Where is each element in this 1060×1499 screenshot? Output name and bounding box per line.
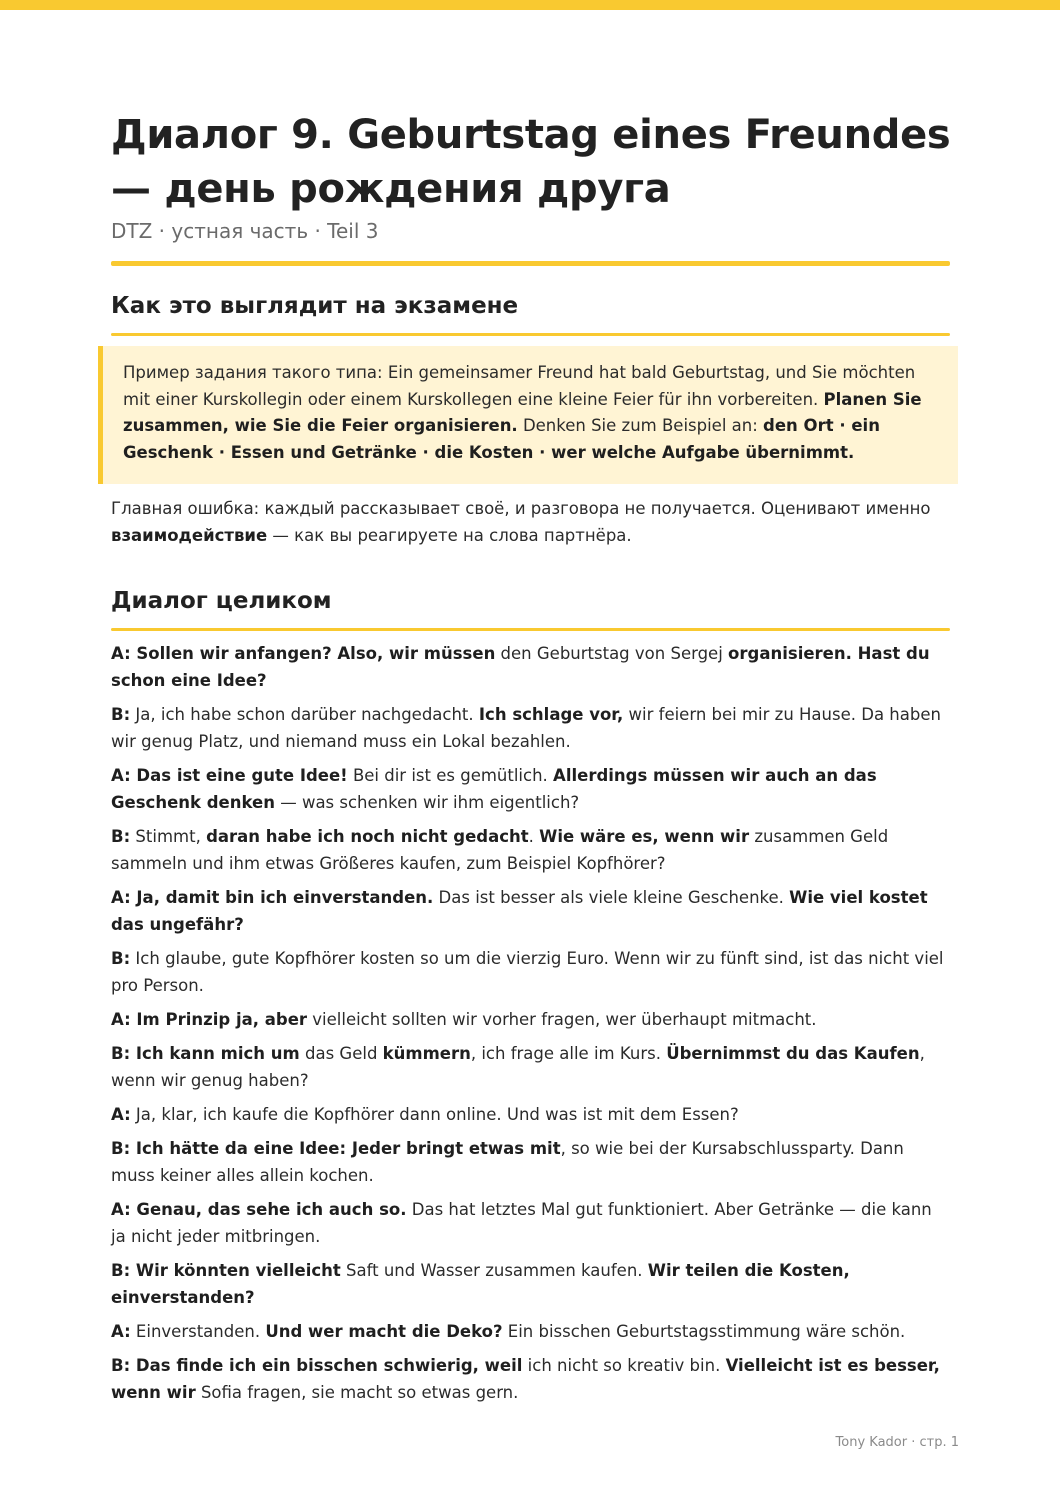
section-divider-exam (111, 333, 950, 336)
bold-phrase: B: Ich kann mich um (111, 1044, 300, 1063)
bold-phrase: A: (111, 1105, 131, 1124)
bold-phrase: den Ort · ein Geschenk · Essen und Getränke · die Kosten · wer welche Aufgabe übernimmt. (123, 416, 880, 462)
bold-phrase: Übernimmst du das Kaufen (666, 1044, 920, 1063)
text-run: , wenn wir genug haben? (111, 1044, 925, 1090)
bold-phrase: B: (111, 705, 131, 724)
task-callout-text (123, 360, 940, 466)
dialog-line (111, 1196, 951, 1250)
bold-phrase: B: Das finde ich ein bisschen schwierig, weil (111, 1356, 523, 1375)
exam-note (111, 495, 951, 549)
bold-phrase: Planen Sie zusammen, wie Sie die Feier organisieren. (123, 389, 922, 435)
dialog-line (111, 945, 951, 999)
page-subtitle: DTZ · устная часть · Teil 3 (111, 219, 379, 243)
text-run: Das hat letztes Mal gut funktioniert. Aber Getränke — die kann ja nicht jeder mitbringen. (111, 1200, 932, 1246)
text-run: Bei dir ist es gemütlich. (347, 766, 554, 785)
bold-phrase: Wir teilen die Kosten, einverstanden? (111, 1261, 850, 1307)
bold-phrase: B: Ich hätte da eine Idee: Jeder bringt etwas mit (111, 1139, 561, 1158)
dialog-line (111, 1040, 951, 1094)
bold-phrase: A: Genau, das sehe ich auch so. (111, 1200, 407, 1219)
text-run: Ja, ich habe schon darüber nachgedacht. (130, 705, 479, 724)
text-run: Главная ошибка: каждый рассказывает своё, и разговора не получается. Оценивают именно (111, 499, 931, 518)
text-run: Sofia fragen, sie macht so etwas gern. (195, 1383, 519, 1402)
bold-phrase: A: Im Prinzip ja, aber (111, 1010, 308, 1029)
dialog-line (111, 823, 951, 877)
dialog-list (111, 640, 951, 1413)
text-run: Ja, klar, ich kaufe die Kopfhörer dann online. Und was ist mit dem Essen? (130, 1105, 739, 1124)
bold-phrase: A: Das ist eine gute Idee! (111, 766, 348, 785)
text-run: — was schenken wir ihm eigentlich? (274, 793, 580, 812)
bold-phrase: Allerdings müssen wir auch an das Geschenk denken (111, 766, 877, 812)
bold-phrase: B: Wir könnten vielleicht (111, 1261, 341, 1280)
text-run: das Geld (299, 1044, 383, 1063)
page-title: Диалог 9. Geburtstag eines Freundes — день рождения друга (111, 112, 951, 212)
dialog-line (111, 762, 951, 816)
text-run: Denken Sie zum Beispiel an: (517, 416, 764, 435)
bold-phrase: Und wer macht die Deko? (265, 1322, 503, 1341)
bold-phrase: Ich schlage vor, (478, 705, 624, 724)
text-run: Stimmt, (130, 827, 207, 846)
bold-phrase: B: (111, 827, 131, 846)
dialog-line (111, 701, 951, 755)
top-accent-bar (0, 0, 1060, 10)
text-run: Ich glaube, gute Kopfhörer kosten so um die vierzig Euro. Wenn wir zu fünft sind, ist das nicht viel pro Person. (111, 949, 944, 995)
text-run: — как вы реагируете на слова партнёра. (267, 526, 632, 545)
dialog-line (111, 1352, 951, 1406)
text-run: . (528, 827, 540, 846)
bold-phrase: daran habe ich noch nicht gedacht (206, 827, 529, 846)
bold-phrase: B: (111, 949, 131, 968)
dialog-line (111, 1257, 951, 1311)
text-run: Ein bisschen Geburtstagsstimmung wäre schön. (502, 1322, 906, 1341)
bold-phrase: organisieren. Hast du schon eine Idee? (111, 644, 930, 690)
dialog-line (111, 1101, 951, 1128)
text-run: ich nicht so kreativ bin. (522, 1356, 726, 1375)
bold-phrase: Wie viel kostet das ungefähr? (111, 888, 928, 934)
bold-phrase: взаимодействие (111, 526, 268, 545)
text-run: den Geburtstag von Sergej (495, 644, 729, 663)
section-divider-dialog (111, 628, 950, 631)
bold-phrase: A: (111, 1322, 131, 1341)
dialog-line (111, 884, 951, 938)
text-run: , ich frage alle im Kurs. (470, 1044, 667, 1063)
dialog-line (111, 1135, 951, 1189)
bold-phrase: A: Ja, damit bin ich einverstanden. (111, 888, 434, 907)
bold-phrase: A: Sollen wir anfangen? Also, wir müssen (111, 644, 496, 663)
text-run: , so wie bei der Kursabschlussparty. Dann muss keiner alles allein kochen. (111, 1139, 904, 1185)
section-heading-dialog: Диалог целиком (111, 588, 332, 614)
text-run: Saft und Wasser zusammen kaufen. (340, 1261, 648, 1280)
text-run: Пример задания такого типа: Ein gemeinsamer Freund hat bald Geburtstag, und Sie möchten mit einer Kurskollegin oder einem Kurskollegen eine kleine Feier für ihn vorbereiten. (123, 363, 916, 409)
bold-phrase: kümmern (382, 1044, 471, 1063)
dialog-line (111, 640, 951, 694)
dialog-line (111, 1006, 951, 1033)
bold-phrase: Vielleicht ist es besser, wenn wir (111, 1356, 940, 1402)
text-run: wir feiern bei mir zu Hause. Da haben wir genug Platz, und niemand muss ein Lokal bezahlen. (111, 705, 941, 751)
title-divider (111, 261, 950, 266)
text-run: zusammen Geld sammeln und ihm etwas Größeres kaufen, zum Beispiel Kopfhörer? (111, 827, 889, 873)
task-callout (98, 346, 958, 484)
page-footer: Tony Kador · стр. 1 (835, 1435, 959, 1450)
bold-phrase: Wie wäre es, wenn wir (539, 827, 750, 846)
dialog-line (111, 1318, 951, 1345)
text-run: vielleicht sollten wir vorher fragen, wer überhaupt mitmacht. (307, 1010, 817, 1029)
text-run: Einverstanden. (130, 1322, 266, 1341)
text-run: Das ist besser als viele kleine Geschenke. (433, 888, 790, 907)
section-heading-exam: Как это выглядит на экзамене (111, 293, 519, 319)
